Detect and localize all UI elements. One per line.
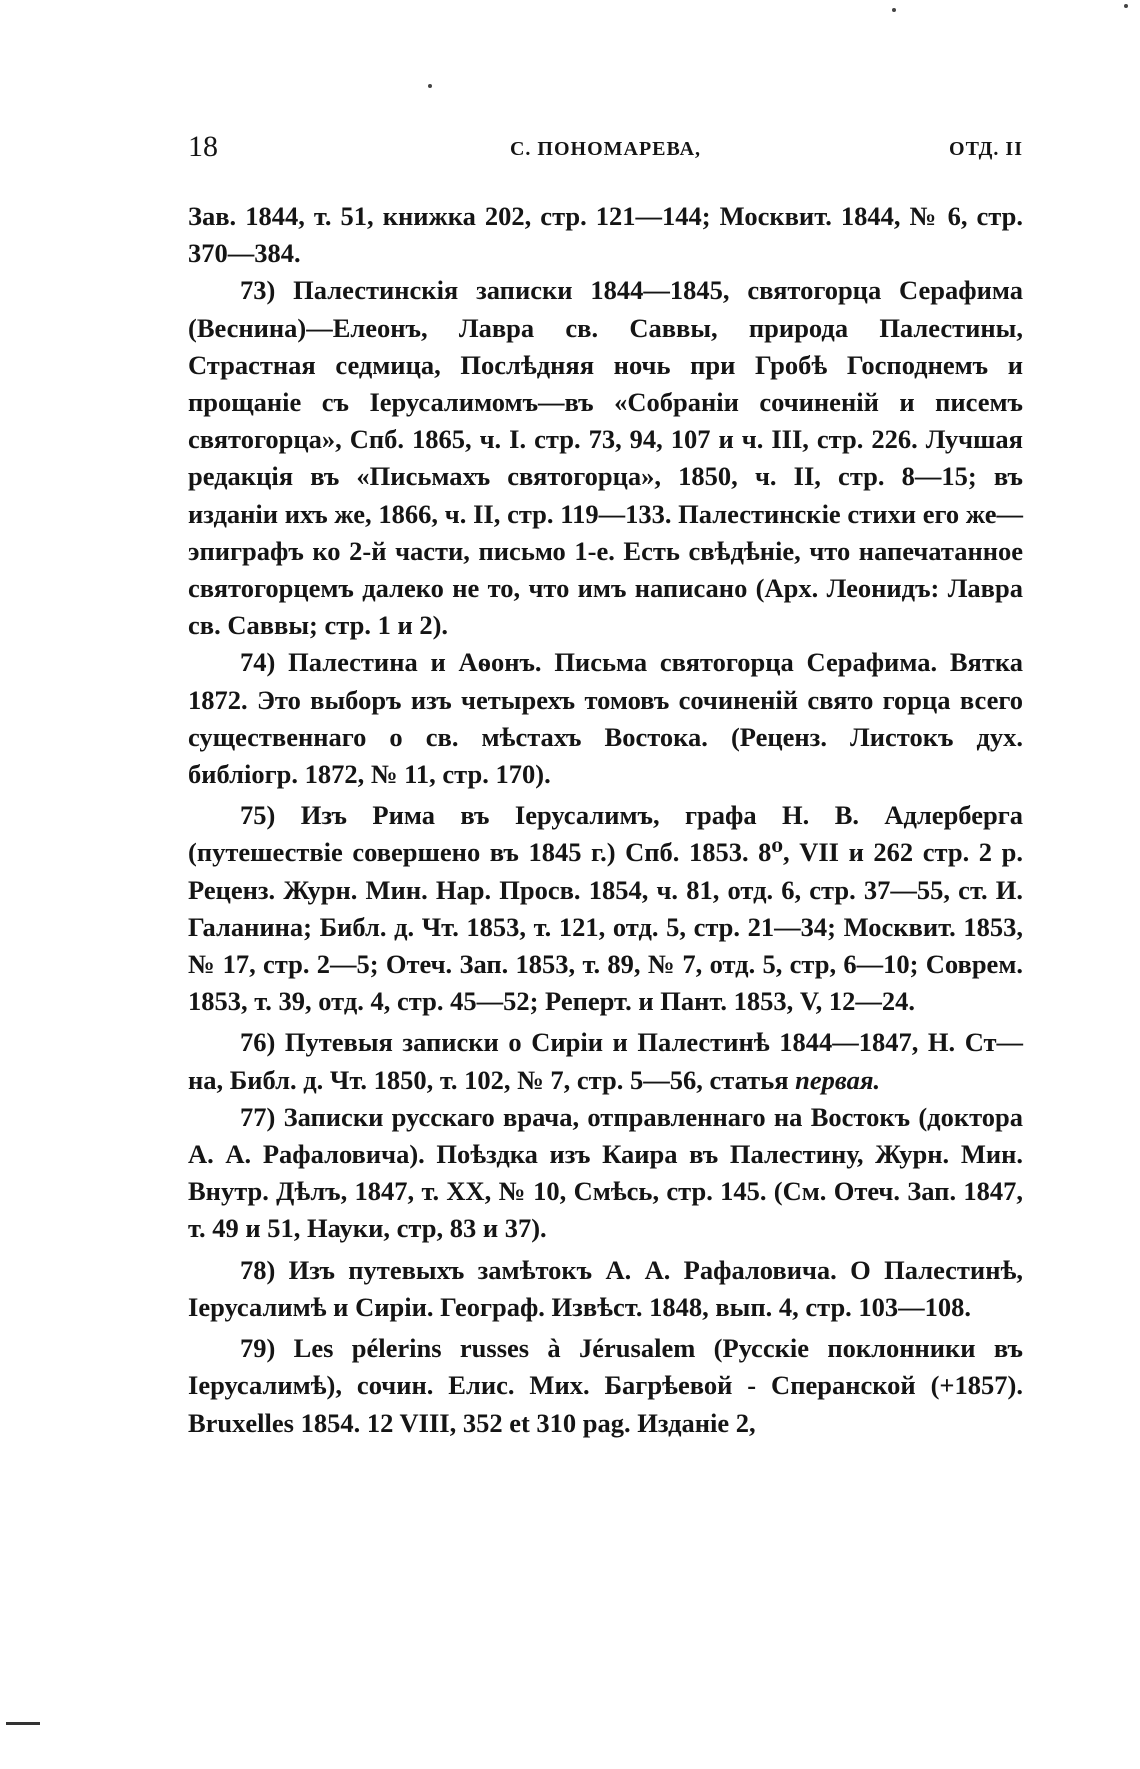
running-title: С. ПОНОМАРЕВА, [509,138,702,160]
scan-speck [892,8,896,12]
scan-mark [6,1722,40,1725]
page-body [188,198,1023,1442]
entry-79: 79) Les pélerins russes à Jérusalem (Русскіе поклонники въ Іерусалимѣ), сочин. Елис. Мих. Багрѣевой - Сперанской (+1857). Bruxelles 1854. 12 VIII, 352 et 310 pag. Изданіе 2, [188,1333,1023,1438]
page-number: 18 [188,130,218,163]
entry-77: 77) Записки русскаго врача, отправленнаго на Востокъ (доктора А. А. Рафаловича). Поѣздка изъ Каира въ Палестину, Журн. Мин. Внутр. Дѣлъ, 1847, т. XX, № 10, Смѣсь, стр. 145. (См. Отеч. Зап. 1847, т. 49 и 51, Науки, стр, 83 и 37). [188,1101,1023,1244]
entry-76-text: 76) Путевыя записки о Сиріи и Палестинѣ 1844—1847, Н. Ст—на, Библ. д. Чт. 1850, т. 102, № 7, стр. 5—56, статья [188,1027,1023,1095]
entry-74: 74) Палестина и Аѳонъ. Письма святогорца Серафима. Вятка 1872. Это выборъ изъ четырехъ томовъ сочиненій свято горца всего существеннаго о св. мѣстахъ Востока. (Реценз. Листокъ дух. библіогр. 1872, № 11, стр. 170). [188,647,1023,790]
entry-76 [188,1024,1023,1098]
paragraph-continuation: Зав. 1844, т. 51, книжка 202, стр. 121—144; Москвит. 1844, № 6, стр. 370—384. [188,201,1023,269]
entry-75: 75) Изъ Рима въ Іерусалимъ, графа Н. В. Адлерберга (путешествіе совершено въ 1845 г.) Спб. 1853. 8⁰, VII и 262 стр. 2 р. Реценз. Журн. Мин. Нар. Просв. 1854, ч. 81, отд. 6, стр. 37—55, ст. И. Галанина; Библ. д. Чт. 1853, т. 121, отд. 5, стр. 21—34; Москвит. 1853, № 17, стр. 2—5; Отеч. Зап. 1853, т. 89, № 7, отд. 5, стр, 6—10; Соврем. 1853, т. 39, отд. 4, стр. 45—52; Реперт. и Пант. 1853, V, 12—24. [188,800,1023,1017]
entry-76-italic: первая. [795,1064,881,1095]
entry-78: 78) Изъ путевыхъ замѣтокъ А. А. Рафаловича. О Палестинѣ, Іерусалимѣ и Сиріи. Географ. Извѣст. 1848, вып. 4, стр. 103—108. [188,1254,1023,1322]
entry-73: 73) Палестинскія записки 1844—1845, святогорца Серафима (Веснина)—Елеонъ, Лавра св. Саввы, природа Палестины, Страстная седмица, Послѣдняя ночь при Гробѣ Господнемъ и прощаніе съ Іерусалимомъ—въ «Собраніи сочиненій и писемъ святогорца», Спб. 1865, ч. I. стр. 73, 94, 107 и ч. III, стр. 226. Лучшая редакція въ «Письмахъ святогорца», 1850, ч. II, стр. 8—15; въ изданіи ихъ же, 1866, ч. II, стр. 119—133. Палестинскіе стихи его же—эпиграфъ ко 2-й части, письмо 1-е. Есть свѣдѣніе, что напечатанное святогорцемъ далеко не то, что имъ написано (Арх. Леонидъ: Лавра св. Саввы; стр. 1 и 2). [188,275,1023,641]
scan-speck [428,84,432,88]
scan-speck [1124,4,1128,8]
page-header [188,130,1023,170]
section-label: ОТД. II [949,138,1023,160]
